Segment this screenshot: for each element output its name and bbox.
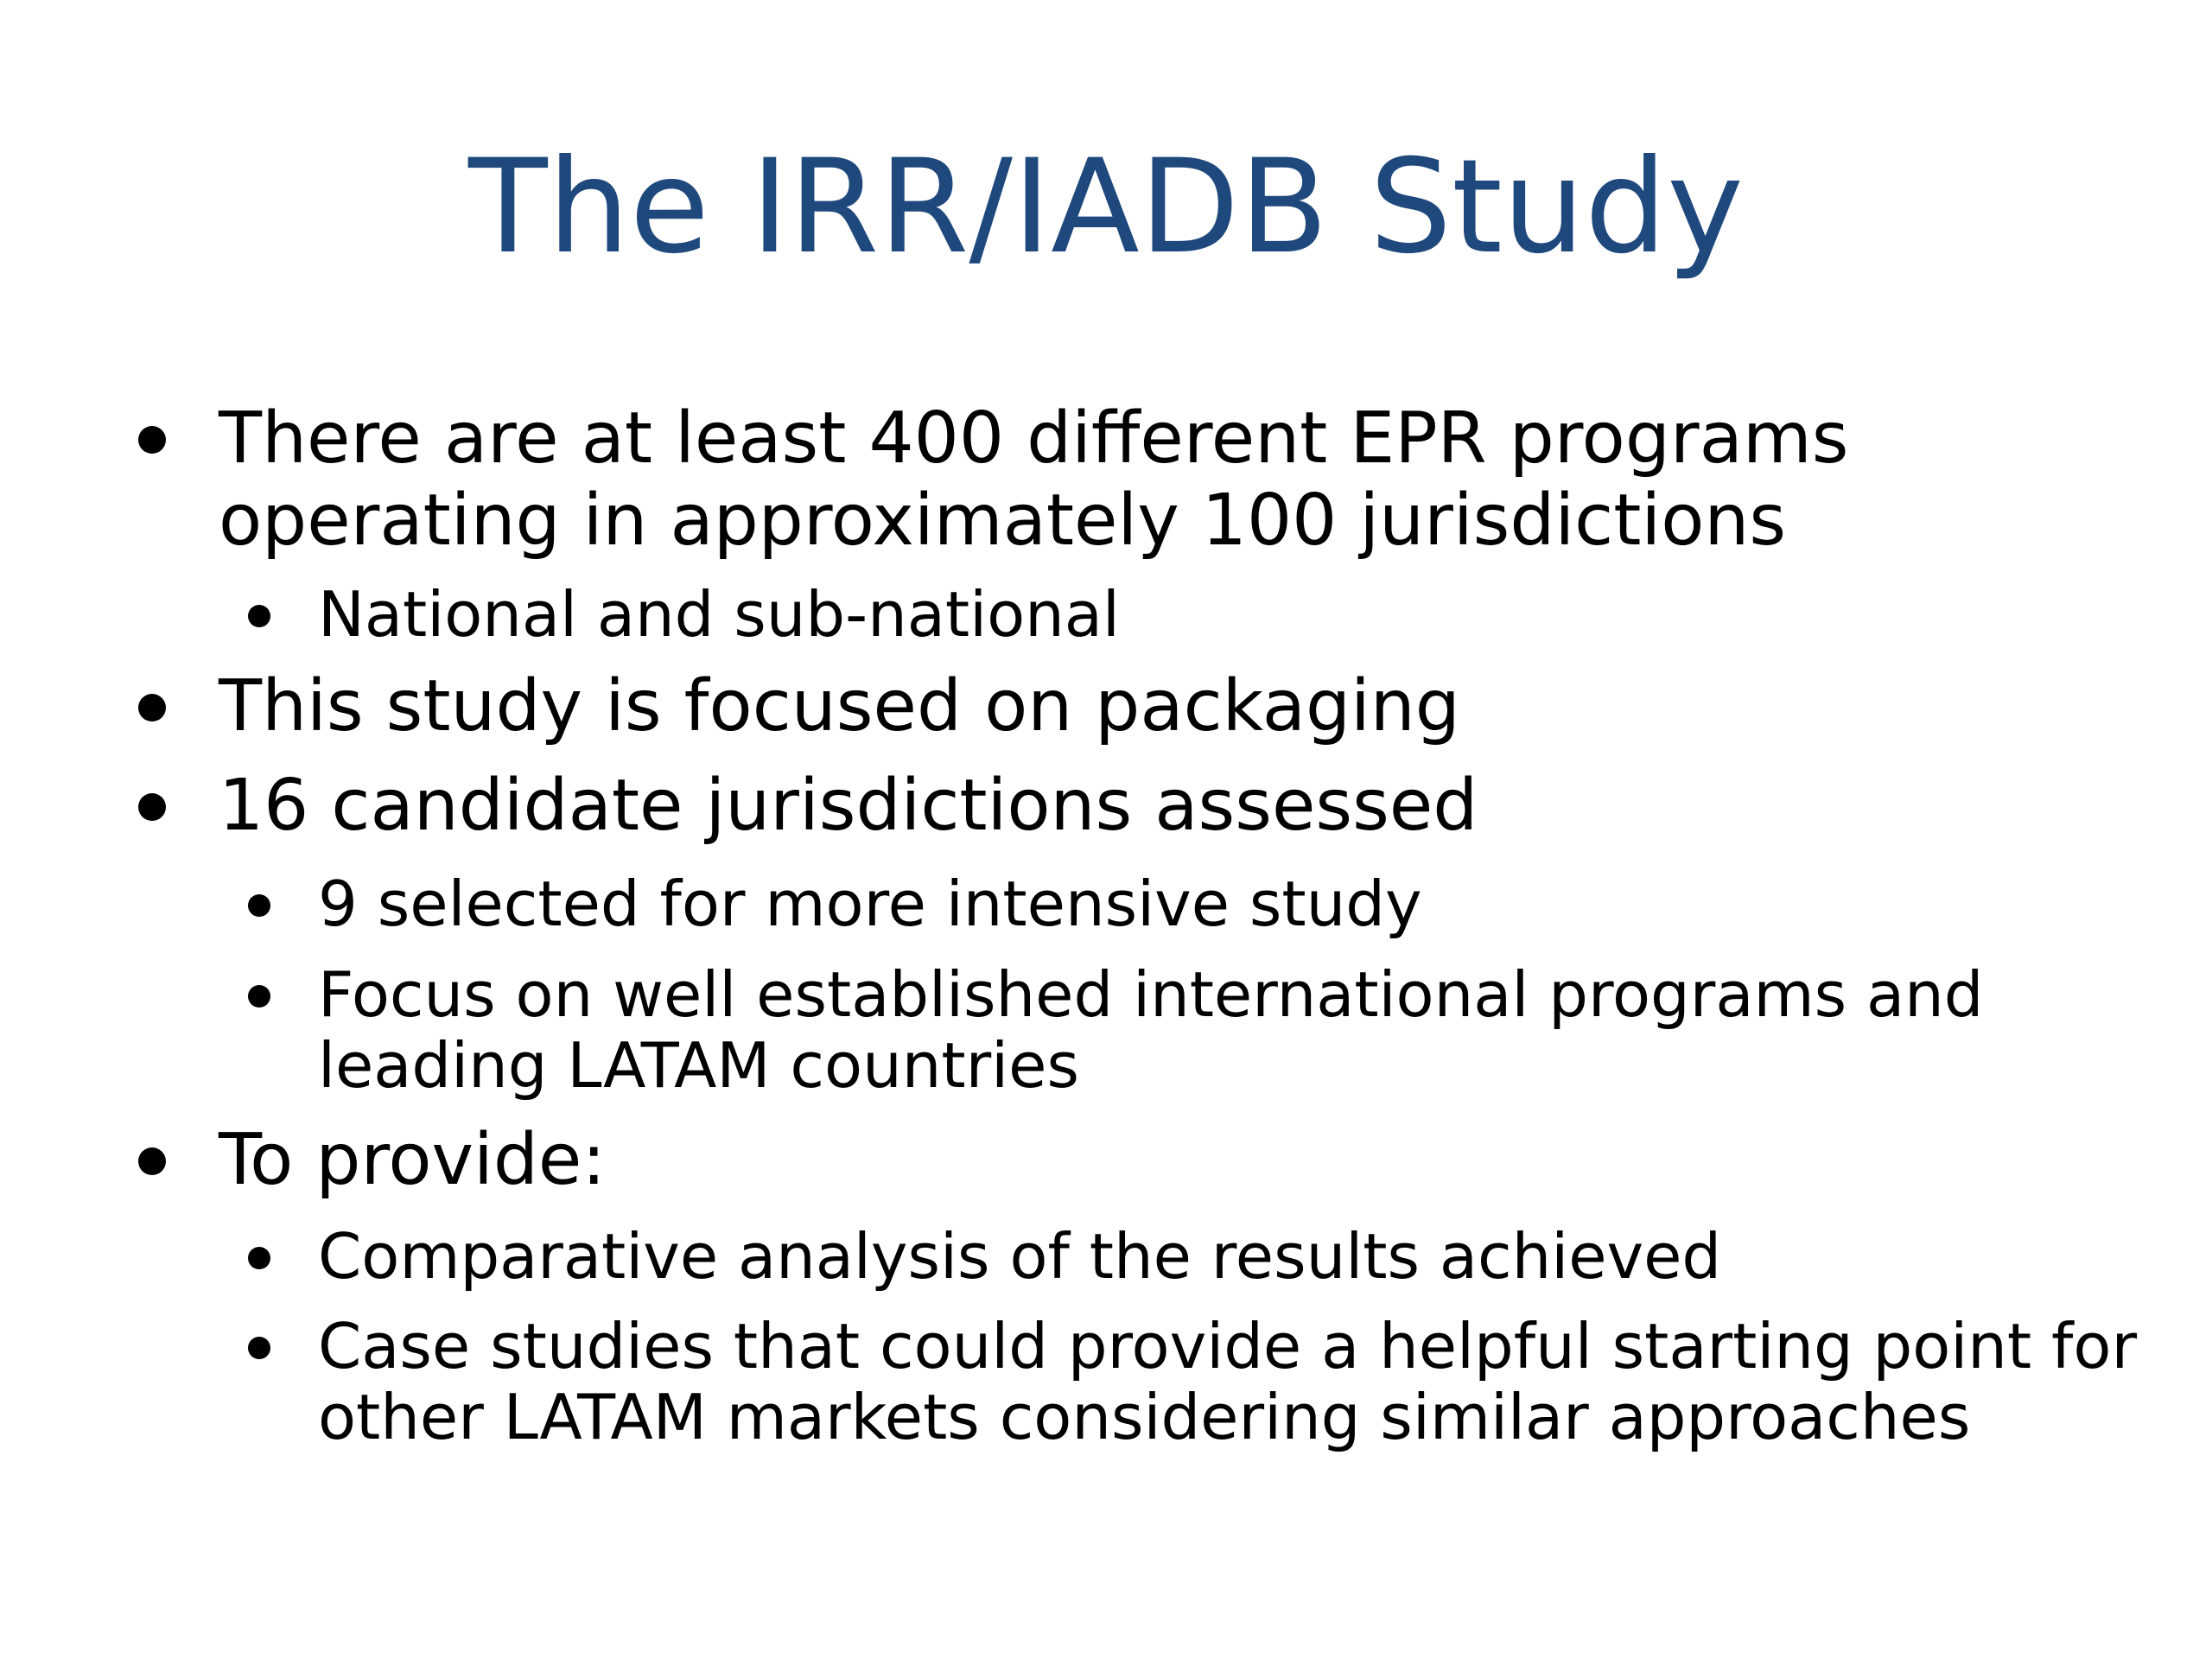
bullet-item: [219, 397, 1848, 562]
bullet-item: [219, 665, 1460, 747]
sub-bullet-item: [318, 959, 1983, 1101]
bullet-line: other LATAM markets considering similar approaches: [318, 1381, 1971, 1453]
sub-bullet-item: [318, 1221, 1721, 1292]
bullet-text: [318, 1221, 1721, 1292]
bullet-line: operating in approximately 100 jurisdictions: [219, 480, 1787, 562]
bullet-line: Focus on well established international programs and: [318, 958, 1984, 1031]
bullet-line: 16 candidate jurisdictions assessed: [219, 765, 1478, 847]
slide-title: The IRR/IADB Study: [468, 132, 1744, 283]
bullet-text: [318, 579, 1120, 650]
bullet-line: This study is focused on packaging: [219, 665, 1460, 747]
bullet-text: [219, 765, 1478, 847]
bullet-line: National and sub-national: [318, 578, 1120, 651]
sub-bullet-item: [318, 1311, 2137, 1452]
bullet-item: [219, 1119, 606, 1201]
sub-bullet-item: [318, 579, 1120, 650]
bullet-icon: [138, 694, 166, 721]
bullet-icon: [248, 894, 270, 917]
bullet-icon: [248, 605, 270, 627]
bullet-text: [318, 959, 1983, 1101]
bullet-line: To provide:: [219, 1119, 606, 1201]
bullet-line: There are at least 400 different EPR programs: [219, 397, 1849, 480]
bullet-icon: [138, 793, 166, 821]
bullet-icon: [138, 426, 166, 454]
bullet-icon: [248, 1247, 270, 1269]
bullet-icon: [248, 985, 270, 1007]
bullet-text: [219, 397, 1848, 562]
bullet-line: Comparative analysis of the results achieved: [318, 1220, 1722, 1293]
bullet-icon: [248, 1337, 270, 1359]
bullet-item: [219, 765, 1478, 847]
bullet-text: [318, 1311, 2137, 1452]
bullet-text: [219, 665, 1460, 747]
bullet-icon: [138, 1147, 166, 1175]
bullet-text: [318, 868, 1422, 939]
sub-bullet-item: [318, 868, 1422, 939]
bullet-line: Case studies that could provide a helpful starting point for: [318, 1310, 2138, 1382]
bullet-text: [219, 1119, 606, 1201]
bullet-line: leading LATAM countries: [318, 1029, 1079, 1102]
bullet-line: 9 selected for more intensive study: [318, 868, 1422, 940]
